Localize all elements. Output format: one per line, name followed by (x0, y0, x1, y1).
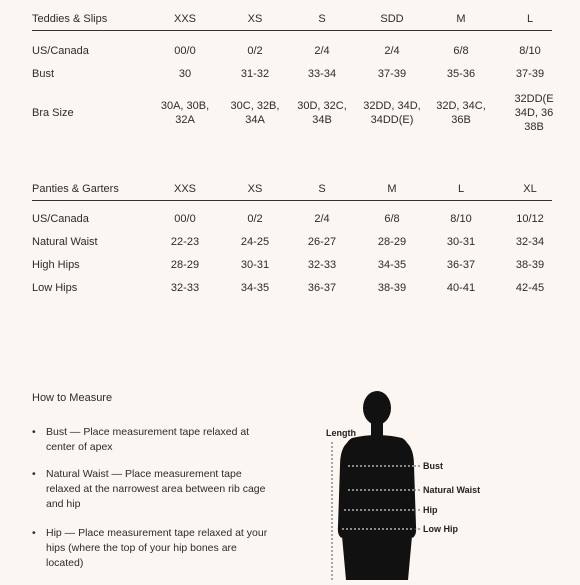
header-cell: L (526, 13, 534, 25)
teddies-title: Teddies & Slips (32, 13, 108, 25)
list-item (32, 425, 272, 455)
row-label: Low Hips (32, 281, 78, 294)
bullet-text: Natural Waist — Place measurement tape relaxed at the narrowest area between rib cage and hip (46, 468, 266, 510)
table-cell: 30-31 (240, 258, 270, 271)
table-row (32, 207, 552, 230)
table-cell: 28-29 (170, 258, 200, 271)
bullet-dot-icon: • (32, 426, 36, 438)
header-cell: XXS (173, 183, 197, 195)
body-silhouette-icon (322, 386, 502, 580)
table-cell: 2/4 (314, 212, 330, 225)
header-cell: XXS (173, 13, 197, 25)
table-cell: 30C, 32B, 34A (230, 100, 280, 126)
list-item (32, 467, 272, 512)
header-cell: S (318, 13, 326, 25)
table-row (32, 39, 552, 62)
bullet-text: Hip — Place measurement tape relaxed at your hips (where the top of your hip bones are located) (46, 527, 268, 569)
row-label: Natural Waist (32, 235, 98, 248)
table-cell: 40-41 (446, 281, 476, 294)
header-cell: L (457, 183, 465, 195)
hip-label: Hip (423, 505, 438, 515)
panties-size-table (32, 178, 552, 299)
table-cell: 35-36 (446, 67, 476, 80)
table-cell: 6/8 (453, 44, 469, 57)
header-cell: M (456, 13, 466, 25)
table-cell: 0/2 (247, 212, 263, 225)
table-cell: 00/0 (174, 44, 196, 57)
natural-waist-label: Natural Waist (423, 485, 481, 495)
table-cell: 2/4 (314, 44, 330, 57)
table-cell: 24-25 (240, 235, 270, 248)
table-cell: 33-34 (307, 67, 337, 80)
table-row (32, 230, 552, 253)
table-cell: 32D, 34C, 36B (436, 100, 486, 126)
table-cell: 30D, 32C, 34B (297, 100, 347, 126)
list-item (32, 526, 272, 571)
table-cell: 32-34 (515, 235, 545, 248)
table-cell: 34-35 (240, 281, 270, 294)
low-hip-label: Low Hip (423, 524, 458, 534)
teddies-header-row (32, 8, 552, 31)
length-label: Length (326, 428, 356, 438)
table-cell: 32DD, 34D, 34DD(E) (363, 100, 421, 126)
bullet-text: Bust — Place measurement tape relaxed at center of apex (46, 426, 250, 453)
table-cell: 32-33 (307, 258, 337, 271)
table-cell: 38-39 (377, 281, 407, 294)
row-label: High Hips (32, 258, 80, 271)
table-cell: 34-35 (377, 258, 407, 271)
row-label: Bra Size (32, 107, 74, 119)
row-label: US/Canada (32, 44, 89, 57)
header-cell: S (318, 183, 326, 195)
panties-title: Panties & Garters (32, 183, 119, 195)
table-cell: 42-45 (515, 281, 545, 294)
table-cell: 38-39 (515, 258, 545, 271)
bullet-dot-icon: • (32, 468, 36, 480)
measurement-figure (322, 386, 502, 580)
header-cell: XS (247, 13, 263, 25)
table-cell: 00/0 (174, 212, 196, 225)
table-cell: 0/2 (247, 44, 263, 57)
table-cell: 22-23 (170, 235, 200, 248)
table-cell: 2/4 (384, 44, 400, 57)
table-cell: 8/10 (450, 212, 472, 225)
table-row (32, 253, 552, 276)
table-cell: 30 (178, 67, 192, 80)
how-to-measure-heading: How to Measure (32, 392, 113, 404)
header-cell: M (387, 183, 397, 195)
table-cell: 36-37 (307, 281, 337, 294)
table-cell: 30A, 30B, 32A (160, 100, 210, 126)
teddies-size-table (32, 8, 552, 141)
table-row (32, 276, 552, 299)
row-label: Bust (32, 67, 55, 80)
table-cell: 28-29 (377, 235, 407, 248)
table-cell: 36-37 (446, 258, 476, 271)
bust-label: Bust (423, 461, 443, 471)
table-cell: 26-27 (307, 235, 337, 248)
table-cell: 32DD(E 34D, 36 38B (514, 93, 554, 133)
table-cell: 32-33 (170, 281, 200, 294)
table-cell: 8/10 (519, 44, 541, 57)
header-cell: XL (523, 183, 537, 195)
table-cell: 6/8 (384, 212, 400, 225)
table-row (32, 85, 552, 141)
table-cell: 37-39 (515, 67, 545, 80)
table-cell: 37-39 (377, 67, 407, 80)
bullet-dot-icon: • (32, 527, 36, 539)
table-cell: 10/12 (516, 212, 544, 225)
panties-header-row (32, 178, 552, 201)
row-label: US/Canada (32, 212, 89, 225)
header-cell: XS (247, 183, 263, 195)
header-cell: SDD (380, 13, 404, 25)
table-row (32, 62, 552, 85)
table-cell: 31-32 (240, 67, 270, 80)
table-cell: 30-31 (446, 235, 476, 248)
